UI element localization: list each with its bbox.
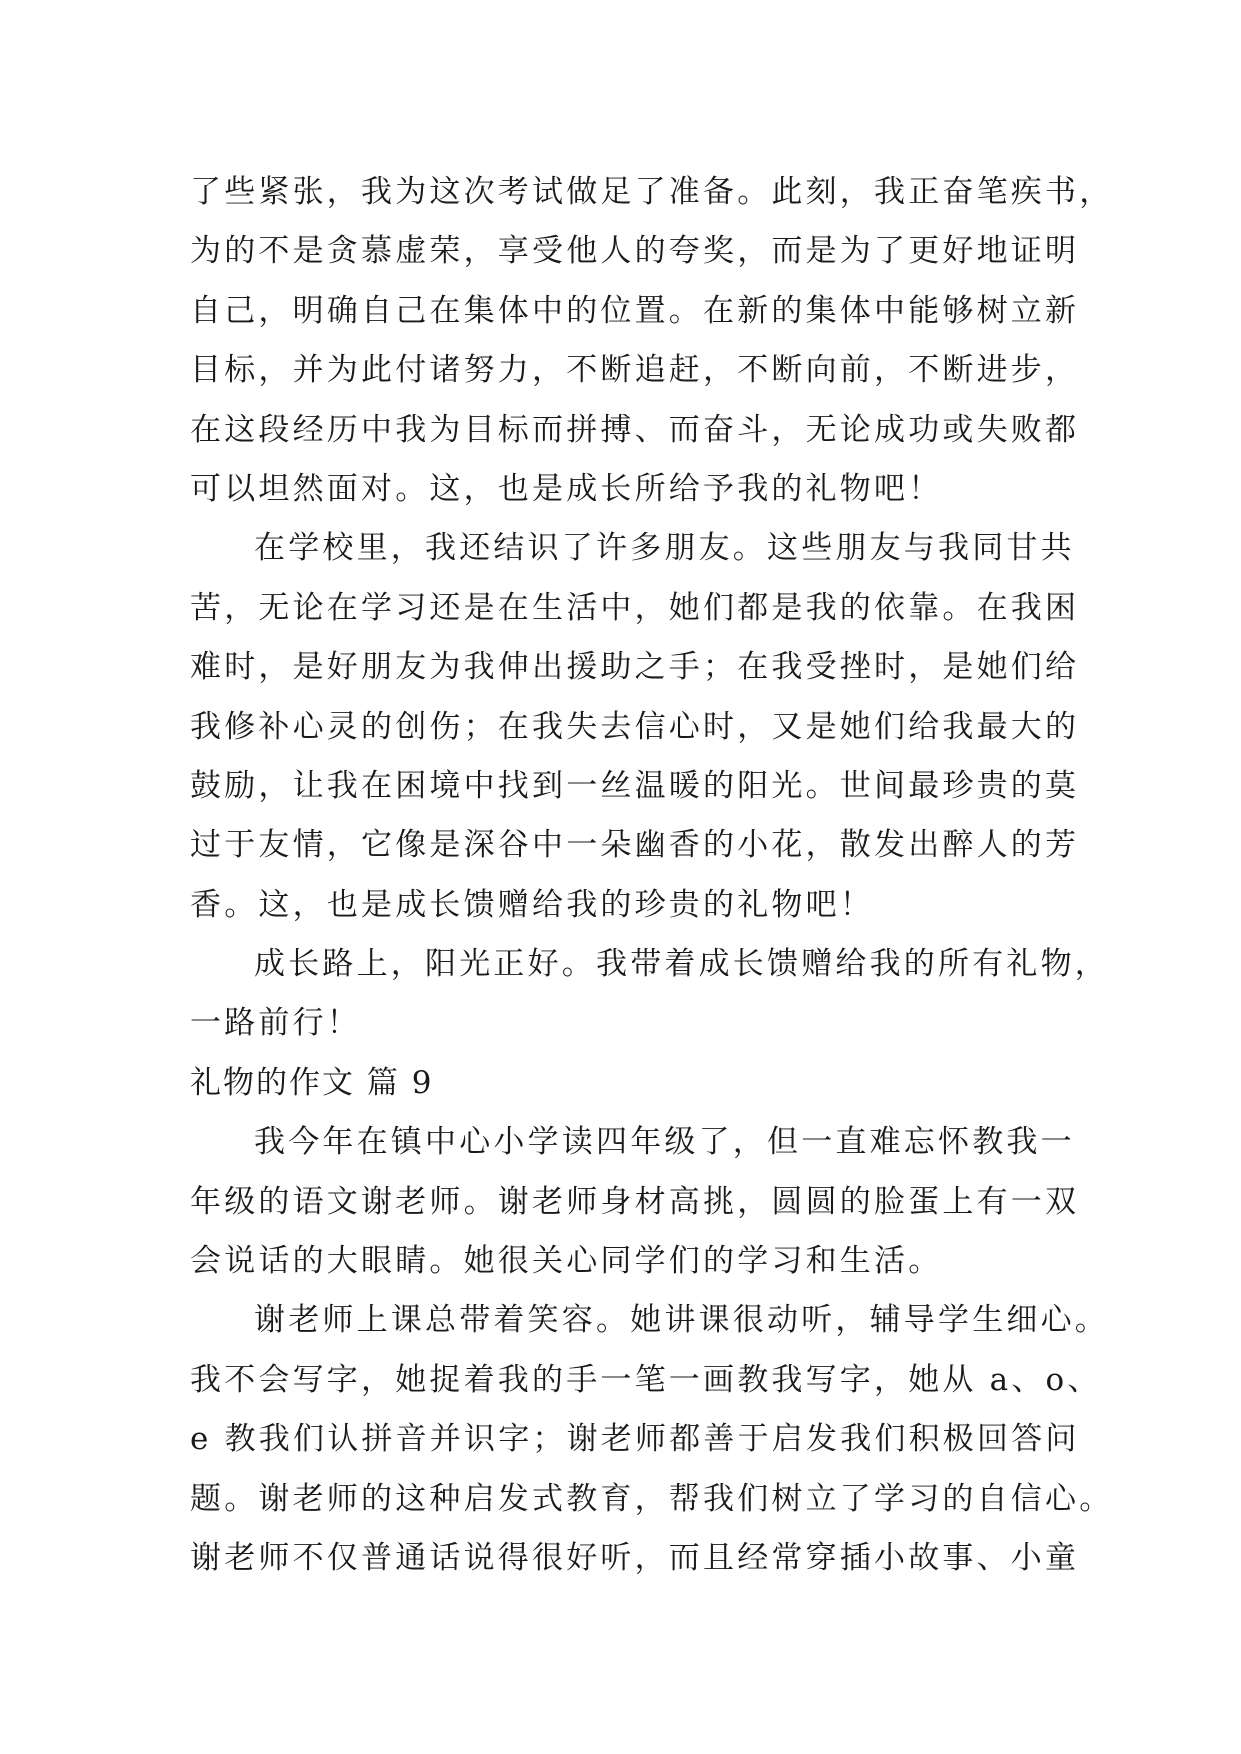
- section-title: 礼物的作文 篇 9: [190, 1064, 434, 1101]
- text-line: 过于友情，它像是深谷中一朵幽香的小花，散发出醉人的芳: [190, 827, 1080, 864]
- text-line: 我修补心灵的创伤；在我失去信心时，又是她们给我最大的: [190, 708, 1080, 745]
- text-line: 我不会写字，她捉着我的手一笔一画教我写字，她从 a、o、: [190, 1361, 1102, 1398]
- text-line: 难时，是好朋友为我伸出援助之手；在我受挫时，是她们给: [190, 649, 1080, 686]
- text-line: 谢老师不仅普通话说得很好听，而且经常穿插小故事、小童: [190, 1539, 1080, 1576]
- text-line: 成长路上，阳光正好。我带着成长馈赠给我的所有礼物，: [254, 946, 1109, 983]
- paragraph-friends: [190, 519, 1080, 935]
- text-line: 苦，无论在学习还是在生活中，她们都是我的依靠。在我困: [190, 589, 1080, 626]
- text-line: 自己，明确自己在集体中的位置。在新的集体中能够树立新: [190, 292, 1080, 329]
- essay-heading: [190, 1054, 1060, 1113]
- paragraph-conclusion: [190, 935, 1109, 1054]
- text-line: 题。谢老师的这种启发式教育，帮我们树立了学习的自信心。: [190, 1480, 1114, 1517]
- text-line: 在学校里，我还结识了许多朋友。这些朋友与我同甘共: [254, 530, 1075, 567]
- document-body: [190, 163, 1114, 1588]
- text-line: 了些紧张，我为这次考试做足了准备。此刻，我正奋笔疾书，: [190, 174, 1114, 210]
- text-line: 香。这，也是成长馈赠给我的珍贵的礼物吧！: [190, 886, 874, 923]
- text-line: 谢老师上课总带着笑容。她讲课很动听，辅导学生细心。: [254, 1302, 1109, 1339]
- text-line: e 教我们认拼音并识字；谢老师都善于启发我们积极回答问: [190, 1421, 1080, 1458]
- text-line: 年级的语文谢老师。谢老师身材高挑，圆圆的脸蛋上有一双: [190, 1183, 1080, 1220]
- paragraph-teacher-intro: [190, 1113, 1080, 1291]
- text-line: 在这段经历中我为目标而拼搏、而奋斗，无论成功或失败都: [190, 411, 1080, 448]
- paragraph-teacher-teaching: [190, 1291, 1114, 1588]
- text-line: 一路前行！: [190, 1005, 361, 1042]
- text-line: 目标，并为此付诸努力，不断追赶，不断向前，不断进步，: [190, 352, 1080, 389]
- text-line: 我今年在镇中心小学读四年级了，但一直难忘怀教我一: [254, 1124, 1075, 1161]
- paragraph-continuation: [190, 163, 1114, 519]
- text-line: 会说话的大眼睛。她很关心同学们的学习和生活。: [190, 1243, 943, 1280]
- text-line: 鼓励，让我在困境中找到一丝温暖的阳光。世间最珍贵的莫: [190, 767, 1080, 804]
- text-line: 为的不是贪慕虚荣，享受他人的夸奖，而是为了更好地证明: [190, 233, 1080, 270]
- text-line: 可以坦然面对。这，也是成长所给予我的礼物吧！: [190, 470, 943, 507]
